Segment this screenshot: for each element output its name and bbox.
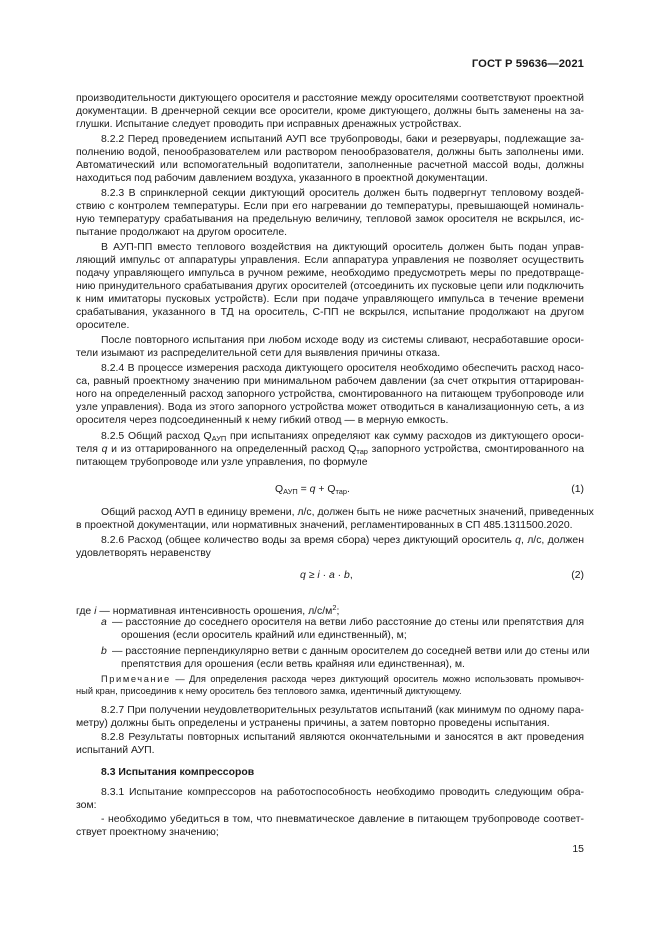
text-line: производительности диктующего оросителя и расстояние между оросителями соответствуют проектной — [76, 93, 584, 104]
text-line: полнению водой, пенообразователем или раствором пенообразователя, должны быть заполнены ими. — [76, 147, 584, 158]
text-line: оросителя через подсоединенный к нему гибкий отвод — в мерную емкость. — [76, 415, 449, 426]
text-line: - необходимо убедиться в том, что пневматическое давление в питающем трубопроводе соответ- — [101, 814, 584, 825]
text-line: документации. В дренчерной секции все оросители, кроме диктующего, должны быть заменены на за- — [76, 106, 584, 117]
text-line: пытание продолжают на другом оросителе. — [76, 227, 288, 238]
definition-i: где i — нормативная интенсивность орошения, $л/с/м^2$; — [76, 603, 340, 617]
text-line: срабатывания, указанного в ТД на ороситель, С-ПП не вскрылся, испытание продолжают на другом — [76, 307, 584, 318]
text-line: ствию с контролем температуры. Если при его нагревании до температуры, превышающей номиналь- — [76, 201, 584, 212]
definition-b-line: — расстояние перпендикулярно ветви с данным оросителем до соседней ветви или до стены или — [112, 646, 590, 657]
text-line: Общий расход АУП в единицу времени, л/с, должен быть не ниже расчетных значений, приведенных — [101, 507, 594, 518]
text-line: метру) должны быть определены и устранены причины, а затем повторно проведены испытания. — [76, 718, 550, 729]
definition-b-symbol: b — [101, 646, 107, 657]
text-line: зом: — [76, 800, 97, 811]
definition-a-symbol: a — [101, 617, 107, 628]
text-line: оросителе. — [76, 320, 130, 331]
standard-header: ГОСТ Р 59636—2021 — [471, 58, 584, 70]
text-line: ствует проектному значению; — [76, 827, 219, 838]
text-line: 8.2.8 Результаты повторных испытаний являются окончательными и заносятся в акт проведения — [101, 732, 584, 743]
equation-number-1: (1) — [571, 484, 584, 495]
text-line: тели изымают из распределительной сети для выявления причины отказа. — [76, 348, 441, 359]
text-line: ную температуру срабатывания на предельную величину, тепловой замок оросителя не вскрылся, ис- — [76, 214, 584, 225]
text-line: 8.3.1 Испытание компрессоров на работоспособность необходимо проводить следующим обра- — [101, 787, 584, 798]
text-line: испытаний АУП. — [76, 745, 155, 756]
text-line: узле управления). Вода из этого запорного устройства может отводиться в канализационную сеть, а из — [76, 402, 584, 413]
definition-b-line: препятствия для орошения (если ветвь крайняя или единственная), м. — [121, 659, 465, 670]
text-line: ляющий импульс от аппаратуры управления. Если аппаратура управления не позволяет осуществить — [76, 255, 584, 266]
text-line: 8.2.4 В процессе измерения расхода диктующего оросителя необходимо обеспечить расход насо- — [101, 363, 584, 374]
text-line: питающем трубопроводе или узле управления, по формуле — [76, 457, 368, 468]
text-line: В АУП-ПП вместо теплового воздействия на диктующий ороситель должен быть подан управ- — [101, 242, 584, 253]
definition-a-line: — расстояние до соседнего оросителя на ветви либо расстояние до стены или препятствия для — [112, 617, 584, 628]
text-line: Автоматический или вспомогательный водопитатели, заполненные расчетной массой воды, должны — [76, 160, 584, 171]
section-heading: 8.3 Испытания компрессоров — [101, 767, 255, 778]
note-line: Примечание — Для определения расхода через диктующий ороситель можно использовать промывоч- — [101, 674, 584, 684]
text-line: 8.2.7 При получении неудовлетворительных результатов испытаний (как минимум по одному пара- — [101, 705, 584, 716]
text-line: 8.2.6 Расход (общее количество воды за время сбора) через диктующий ороситель q, л/с, должен — [101, 535, 584, 546]
definition-a-line: орошения (если ороситель крайний или единственный), м; — [121, 630, 407, 641]
note-line: ный кран, присоединив к нему ороситель без теплового замка, идентичный диктующему. — [76, 686, 462, 696]
text-line: 8.2.2 Перед проведением испытаний АУП все трубопроводы, баки и резервуары, подлежащие за- — [101, 134, 584, 145]
text-line: подачу управляющего импульса в ручном режиме, необходимо предусмотреть меры по предотвраще- — [76, 268, 584, 279]
text-line: 8.2.5 Общий расход $Q_{АУП}$ при испытаниях определяют как сумму расходов из диктующего ороси- — [101, 431, 584, 443]
text-line: ного на определенный расход запорного устройства, смонтированного на питающем трубопроводе или — [76, 389, 584, 400]
text-line: к ним имитаторы пусковых устройств). Если при подаче управляющего импульса в течение времени — [76, 294, 584, 305]
text-line: теля q и из оттарированного на определенный расход $Q_{тар}$ запорного устройства, смонтированного на — [76, 444, 585, 456]
equation-number-2: (2) — [571, 570, 584, 581]
text-line: После повторного испытания при любом исходе воду из системы сливают, несработавшие ороси- — [101, 335, 584, 346]
text-line: находиться под рабочим давлением воздуха, указанного в проектной документации. — [76, 173, 488, 184]
text-line: удовлетворять неравенству — [76, 548, 211, 559]
text-line: в проектной документации, или нормативных значений, регламентированных в СП 485.1311500.2020. — [76, 520, 573, 531]
formula-2: q ≥ i · a · b, — [300, 570, 353, 581]
page-number: 15 — [572, 844, 584, 855]
text-line: глушки. Испытание следует проводить при исправных дренажных устройствах. — [76, 119, 462, 130]
text-line: са, равный проектному значению при минимальном рабочем давлении (за счет открытия оттарирован- — [76, 376, 584, 387]
text-line: нию принудительного срабатывания других оросителей (отсоединить их пусковые цепи или подключить — [76, 281, 584, 292]
formula-1: $Q_{АУП} = q + Q_{тар}$. — [275, 484, 350, 496]
text-line: 8.2.3 В спринклерной секции диктующий ороситель должен быть подвергнут тепловому воздей- — [101, 188, 584, 199]
